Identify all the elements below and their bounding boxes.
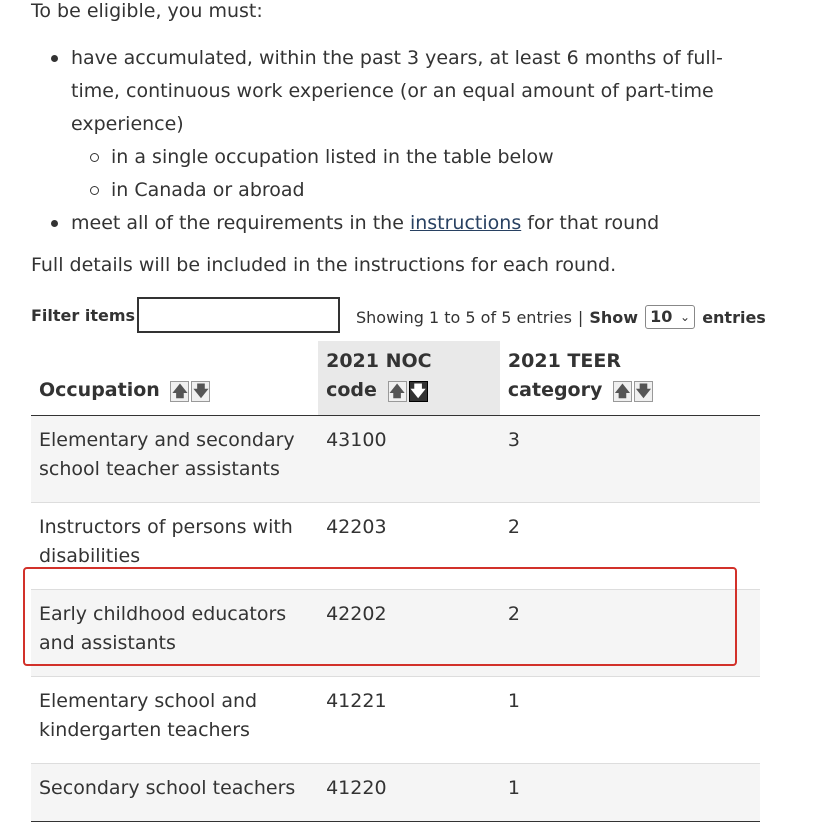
- table-row: [31, 416, 760, 503]
- sort-controls: [613, 376, 655, 405]
- filter-input[interactable]: [137, 297, 340, 333]
- header-teer-category[interactable]: [500, 341, 760, 416]
- table-row: [31, 590, 760, 677]
- sort-down-icon[interactable]: 🡇: [193, 382, 209, 400]
- cell-noc: 42203: [318, 503, 500, 590]
- sort-controls: [170, 376, 212, 405]
- cell-noc: 41221: [318, 677, 500, 764]
- header-occupation[interactable]: [31, 341, 318, 416]
- sort-down-icon[interactable]: 🡇: [410, 382, 426, 400]
- cell-occupation: Elementary and secondary school teacher assistants: [31, 416, 318, 503]
- eligibility-list: [31, 42, 771, 240]
- bullet-text-after: for that round: [521, 212, 660, 234]
- page-size-select[interactable]: [645, 305, 695, 329]
- list-item: [31, 42, 771, 207]
- cell-noc: 42202: [318, 590, 500, 677]
- table-controls: [31, 297, 771, 337]
- table-row: [31, 503, 760, 590]
- cell-teer: 3: [500, 416, 760, 503]
- header-noc-code[interactable]: [318, 341, 500, 416]
- table-row: [31, 764, 760, 822]
- bullet-text-before: meet all of the requirements in the: [71, 212, 410, 234]
- showing-entries-text: Showing 1 to 5 of 5 entries: [356, 308, 572, 327]
- cell-noc: 41220: [318, 764, 500, 822]
- occupation-table: [31, 341, 760, 822]
- sort-up-icon[interactable]: 🡅: [614, 382, 631, 400]
- table-info: [356, 308, 766, 329]
- sort-controls: [388, 376, 430, 405]
- cell-teer: 2: [500, 503, 760, 590]
- cell-noc: 43100: [318, 416, 500, 503]
- cell-occupation: Secondary school teachers: [31, 764, 318, 822]
- sub-list-item: [71, 141, 771, 174]
- eligibility-intro: To be eligible, you must:: [31, 0, 263, 22]
- page-size-value: 10: [650, 306, 673, 326]
- cell-teer: 2: [500, 590, 760, 677]
- bullet-work-experience: have accumulated, within the past 3 years, at least 6 months of full-time, continuous work experience (or an equal amount of part-time experience): [71, 47, 723, 135]
- header-label: 2021 TEER: [507, 350, 621, 372]
- cell-teer: 1: [500, 764, 760, 822]
- cell-teer: 1: [500, 677, 760, 764]
- cell-occupation: Elementary school and kindergarten teachers: [31, 677, 318, 764]
- sort-up-icon[interactable]: 🡅: [389, 382, 405, 400]
- table-header-row: [31, 341, 760, 416]
- sub-list-item: [71, 174, 771, 207]
- sub-item-text: in a single occupation listed in the table below: [111, 146, 554, 168]
- list-item: [31, 207, 771, 240]
- filter-label: Filter items: [31, 306, 136, 325]
- separator: |: [577, 308, 584, 327]
- header-label: 2021 NOC: [326, 350, 432, 372]
- sub-item-text: in Canada or abroad: [111, 179, 305, 201]
- show-label: Show: [589, 308, 638, 327]
- details-note: Full details will be included in the instructions for each round.: [31, 254, 617, 276]
- instructions-link[interactable]: instructions: [409, 212, 522, 234]
- header-label: Occupation: [39, 379, 160, 401]
- chevron-down-icon: ⌄: [680, 309, 691, 324]
- sort-down-icon[interactable]: 🡇: [635, 382, 652, 400]
- sub-list: [71, 141, 771, 207]
- cell-occupation: Early childhood educators and assistants: [31, 590, 318, 677]
- header-label: category: [507, 379, 603, 401]
- sort-up-icon[interactable]: 🡅: [172, 382, 188, 400]
- header-label: code: [326, 379, 377, 401]
- cell-occupation: Instructors of persons with disabilities: [31, 503, 318, 590]
- entries-label: entries: [702, 308, 766, 327]
- table-row: [31, 677, 760, 764]
